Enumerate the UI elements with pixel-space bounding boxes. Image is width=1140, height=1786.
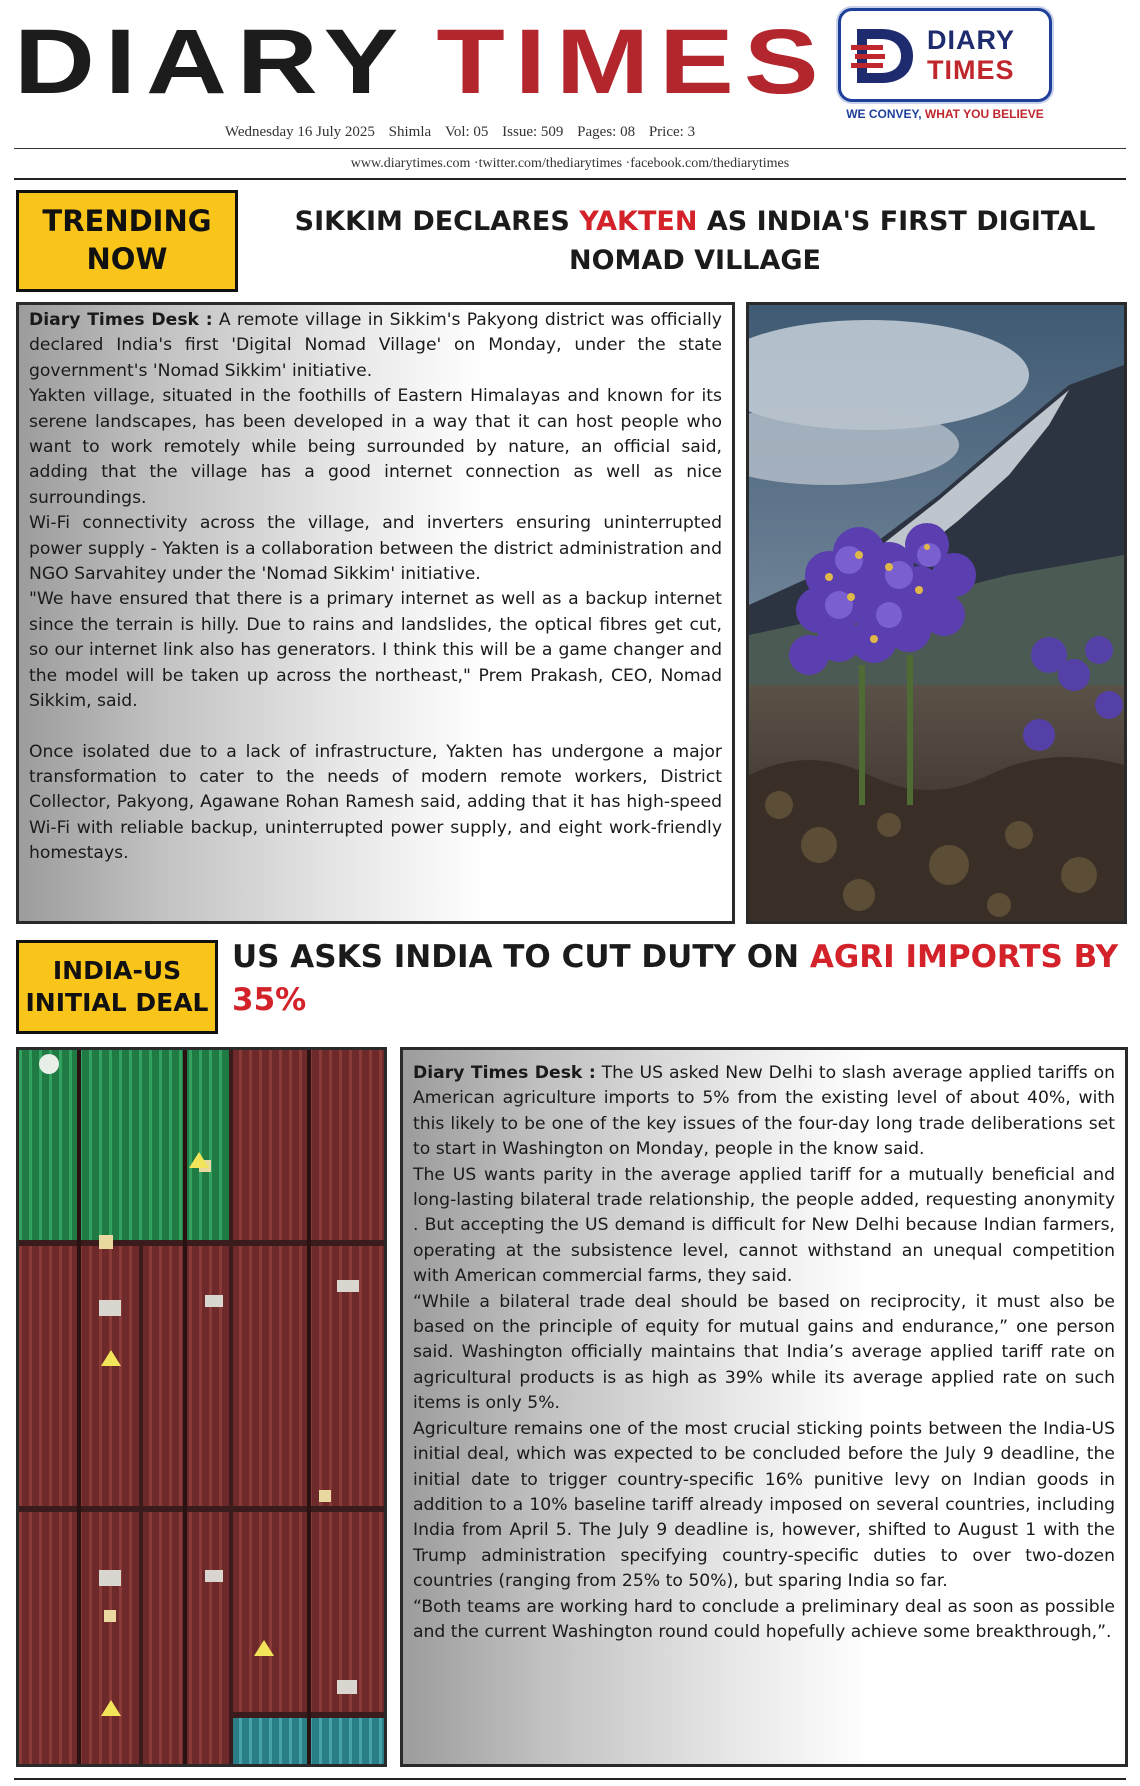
tagline-part-2: WHAT YOU BELIEVE (924, 107, 1044, 121)
story-1-headline-end: AS INDIA'S FIRST DIGITAL NOMAD VILLAGE (569, 206, 1096, 277)
story-1-headline (262, 202, 1128, 280)
issue-date: Wednesday 16 July 2025 (224, 124, 375, 140)
story-1-paragraph-3: Wi-Fi connectivity across the village, and inverters ensuring uninterrupted power supply - Yakten is a collaboration between the district administration and NGO Sarvahitey under the 'Nomad Sikkim' initiative. (29, 513, 722, 585)
story-1-paragraph-1-text: A remote village in Sikkim's Pakyong district was officially declared India's first 'Digital Nomad Village' on Monday, under the state government's 'Nomad Sikkim' initiative. (29, 310, 722, 381)
masthead-bottom-divider (14, 178, 1126, 180)
issue-number: Issue: 509 (502, 124, 564, 140)
logo-tagline (838, 107, 1052, 121)
story-2-paragraph-2: The US wants parity in the average applied tariff for a mutually beneficial and long-lasting bilateral trade relationship, the people added, requesting anonymity . But accepting the US demand is difficult for New Delhi because Indian farmers, operating at the subsistence level, cannot withstand an unequal competition with American commercial farms, they said. (413, 1164, 1115, 1287)
story-1-paragraph-5: Once isolated due to a lack of infrastructure, Yakten has undergone a major transformation to cater to the needs of modern remote workers, District Collector, Pakyong, Agawane Rohan Ramesh said, adding that it has high-speed Wi-Fi with reliable backup, uninterrupted power supply, and eight work-friendly homestays. (29, 741, 722, 864)
story-2-headline-start: US ASKS INDIA TO CUT DUTY ON (232, 939, 810, 975)
story-1-headline-start: SIKKIM DECLARES (294, 206, 580, 237)
social-links[interactable]: www.diarytimes.com ·twitter.com/thediarytimes ·facebook.com/thediarytimes (350, 156, 790, 171)
brand-logo[interactable] (838, 8, 1052, 102)
issue-place: Shimla (388, 124, 432, 140)
story-2-article (400, 1047, 1128, 1767)
tagline-part-1: WE CONVEY, (846, 107, 925, 121)
story-1-paragraph-1 (29, 308, 722, 384)
masthead-title-diary: DIARY (14, 10, 409, 113)
page-bottom-divider (14, 1778, 1126, 1780)
story-2-photo-containers (16, 1047, 387, 1767)
masthead-divider (14, 148, 1126, 149)
masthead-title-times: TIMES (436, 10, 829, 113)
story-1-photo-flowers (746, 302, 1127, 924)
story-2-paragraph-5: “Both teams are working hard to conclude a preliminary deal as soon as possible and the current Washington round could hopefully achieve some breakthrough,”. (413, 1596, 1115, 1642)
primula-flowers-mountain-image (749, 305, 1124, 921)
story-2-paragraph-4: Agriculture remains one of the most crucial sticking points between the India-US initial deal, which was expected to be concluded before the July 9 deadline, the initial date to trigger country-specific 16% punitive levy on Indian goods in addition to a 10% baseline tariff already imposed on several countries, including India from April 5. The July 9 deadline is, however, shifted to August 1 with the Trump administration specifying country-specific duties to over two-dozen countries (ranging from 25% to 50%), but sparing India so far. (413, 1418, 1115, 1592)
logo-times-text: TIMES (927, 55, 1015, 85)
story-1-paragraph-4: "We have ensured that there is a primary internet as well as a backup internet since the terrain is hilly. Due to rains and landslides, the optical fibres get cut, so our internet link also has generators. I think this will be a game changer and the model will be taken up across the northeast," Prem Prakash, CEO, Nomad Sikkim, said. (29, 589, 722, 712)
section-tag-trending: TRENDING NOW (16, 190, 238, 292)
story-2-headline-highlight: AGRI IMPORTS BY 35% (232, 939, 1119, 1019)
story-1-headline-highlight: YAKTEN (579, 206, 698, 237)
issue-price: Price: 3 (648, 124, 696, 140)
shipping-containers-image (19, 1050, 384, 1764)
story-1-paragraph-2: Yakten village, situated in the foothills of Eastern Himalayas and known for its serene landscapes, has been developed in a way that it can host people who want to work remotely while being surrounded by nature, an official said, adding that the village has a good internet connection as well as nice surroundings. (29, 386, 722, 508)
issue-volume: Vol: 05 (444, 124, 489, 140)
issue-info (0, 124, 920, 141)
issue-pages: Pages: 08 (577, 124, 636, 140)
story-1-byline: Diary Times Desk : (29, 310, 213, 330)
story-2-paragraph-1 (413, 1061, 1115, 1163)
story-2-byline: Diary Times Desk : (413, 1063, 596, 1083)
story-2-paragraph-3: “While a bilateral trade deal should be based on reciprocity, it must also be based on the principle of equity for mutual gains and endurance,” one person said. Washington officially maintains that India’s average applied tariff rate on agricultural products is as high as 39% while its average applied rate on such items is only 5%. (413, 1291, 1115, 1414)
d-letter-logo-icon (851, 25, 917, 87)
paragraph-spacer (29, 715, 722, 740)
section-tag-india-us: INDIA-US INITIAL DEAL (16, 940, 218, 1034)
story-2-paragraph-1-text: The US asked New Delhi to slash average applied tariffs on American agriculture imports to 5% from the existing level of about 40%, with this likely to be one of the key issues of the four-day long trade deliberations set to start in Washington on Monday, people in the know said. (413, 1063, 1115, 1160)
masthead-title (14, 10, 829, 113)
story-2-headline (232, 936, 1136, 1023)
logo-diary-text: DIARY (927, 25, 1016, 55)
story-1-article (16, 302, 735, 924)
